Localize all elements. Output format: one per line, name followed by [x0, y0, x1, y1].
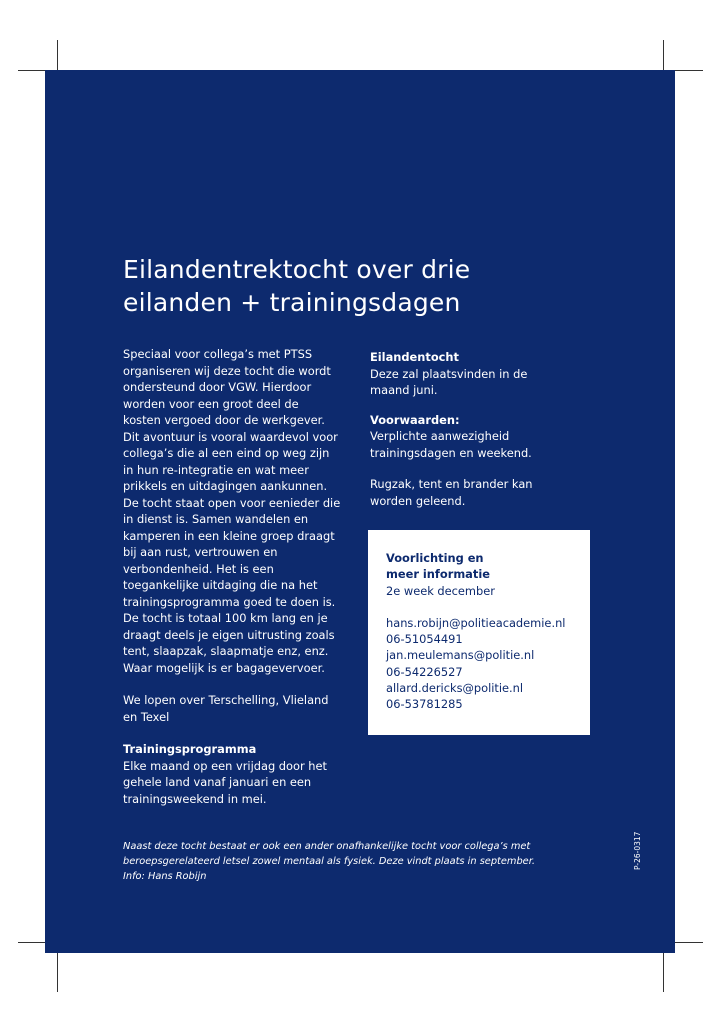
text-line: bij aan rust, vertrouwen en: [123, 545, 278, 559]
info-heading: meer informatie: [386, 567, 490, 582]
text-line: ondersteund door VGW. Hierdoor: [123, 380, 312, 394]
islands-paragraph: [123, 692, 355, 725]
text-line: De tocht staat open voor eenieder die: [123, 495, 341, 510]
text-line: We lopen over Terschelling, Vlieland: [123, 693, 329, 707]
left-column: [123, 346, 355, 807]
text-line: Elke maand op een vrijdag door het: [123, 758, 327, 773]
text-line: collega’s die al een eind op weg zijn: [123, 446, 330, 460]
voorwaarden-section: [370, 412, 570, 462]
text-line: organiseren wij deze tocht die wordt: [123, 363, 331, 378]
contact-phone: 06-53781285: [386, 697, 463, 712]
text-line: verbondenheid. Het is een: [123, 561, 274, 576]
tocht-section: [370, 349, 570, 399]
training-heading: Trainingsprogramma: [123, 742, 257, 756]
tocht-heading: Eilandentocht: [370, 350, 459, 364]
text-line: gehele land vanaf januari en een: [123, 775, 312, 789]
text-line: in hun re-integratie en wat meer: [123, 462, 309, 477]
right-column: [370, 349, 570, 509]
footnote-line: Info: Hans Robijn: [123, 871, 207, 882]
crop-mark: [57, 952, 58, 992]
contact-email[interactable]: hans.robijn@politieacademie.nl: [386, 615, 566, 630]
text-line: Dit avontuur is vooral waardevol voor: [123, 429, 338, 444]
text-line: kamperen in een kleine groep draagt: [123, 528, 335, 543]
text-line: en Texel: [123, 709, 170, 724]
text-line: tent, slaapzak, slaapmatje enz, enz.: [123, 644, 329, 658]
page-title: [123, 253, 543, 319]
text-line: toegankelijke uitdaging die na het: [123, 578, 318, 592]
text-line: Verplichte aanwezigheid: [370, 429, 510, 443]
title-line: Eilandentrektocht over drie: [123, 255, 471, 284]
text-line: prikkels en uitdagingen aankunnen.: [123, 479, 328, 493]
document-code: P-26-0317: [633, 831, 642, 870]
text-line: maand juni.: [370, 383, 438, 397]
footnote-line: beroepsgerelateerd letsel zowel mentaal als fysiek. Deze vindt plaats in september.: [123, 856, 535, 867]
footnote: [123, 839, 593, 884]
info-box: [368, 530, 590, 735]
intro-paragraph: [123, 346, 355, 676]
text-line: trainingsdagen en weekend.: [370, 445, 532, 460]
text-line: Rugzak, tent en brander kan: [370, 477, 533, 491]
contact-phone: 06-54226527: [386, 664, 463, 679]
crop-mark: [663, 952, 664, 992]
contact-email[interactable]: jan.meulemans@politie.nl: [386, 648, 535, 663]
text-line: worden voor een groot deel de: [123, 396, 299, 411]
voorwaarden-heading: Voorwaarden:: [370, 412, 460, 427]
rugzak-paragraph: [370, 476, 570, 509]
training-section: [123, 741, 355, 807]
text-line: trainingsprogramma goed te doen is.: [123, 594, 336, 609]
footnote-line: Naast deze tocht bestaat er ook een ander onafhankelijke tocht voor collega’s met: [123, 841, 531, 852]
title-line: eilanden + trainingsdagen: [123, 288, 461, 317]
text-line: Deze zal plaatsvinden in de: [370, 366, 528, 381]
contact-phone: 06-51054491: [386, 632, 463, 647]
text-line: De tocht is totaal 100 km lang en je: [123, 611, 328, 625]
text-line: Waar mogelijk is er bagagevervoer.: [123, 660, 325, 675]
text-line: draagt deels je eigen uitrusting zoals: [123, 627, 335, 642]
text-line: trainingsweekend in mei.: [123, 791, 267, 806]
info-date: 2e week december: [386, 583, 495, 598]
text-line: in dienst is. Samen wandelen en: [123, 512, 309, 526]
flyer-panel: [45, 70, 675, 953]
info-heading: Voorlichting en: [386, 551, 484, 565]
text-line: Speciaal voor collega’s met PTSS: [123, 347, 313, 361]
text-line: worden geleend.: [370, 493, 466, 508]
text-line: kosten vergoed door de werkgever.: [123, 413, 325, 427]
contact-email[interactable]: allard.dericks@politie.nl: [386, 681, 524, 696]
